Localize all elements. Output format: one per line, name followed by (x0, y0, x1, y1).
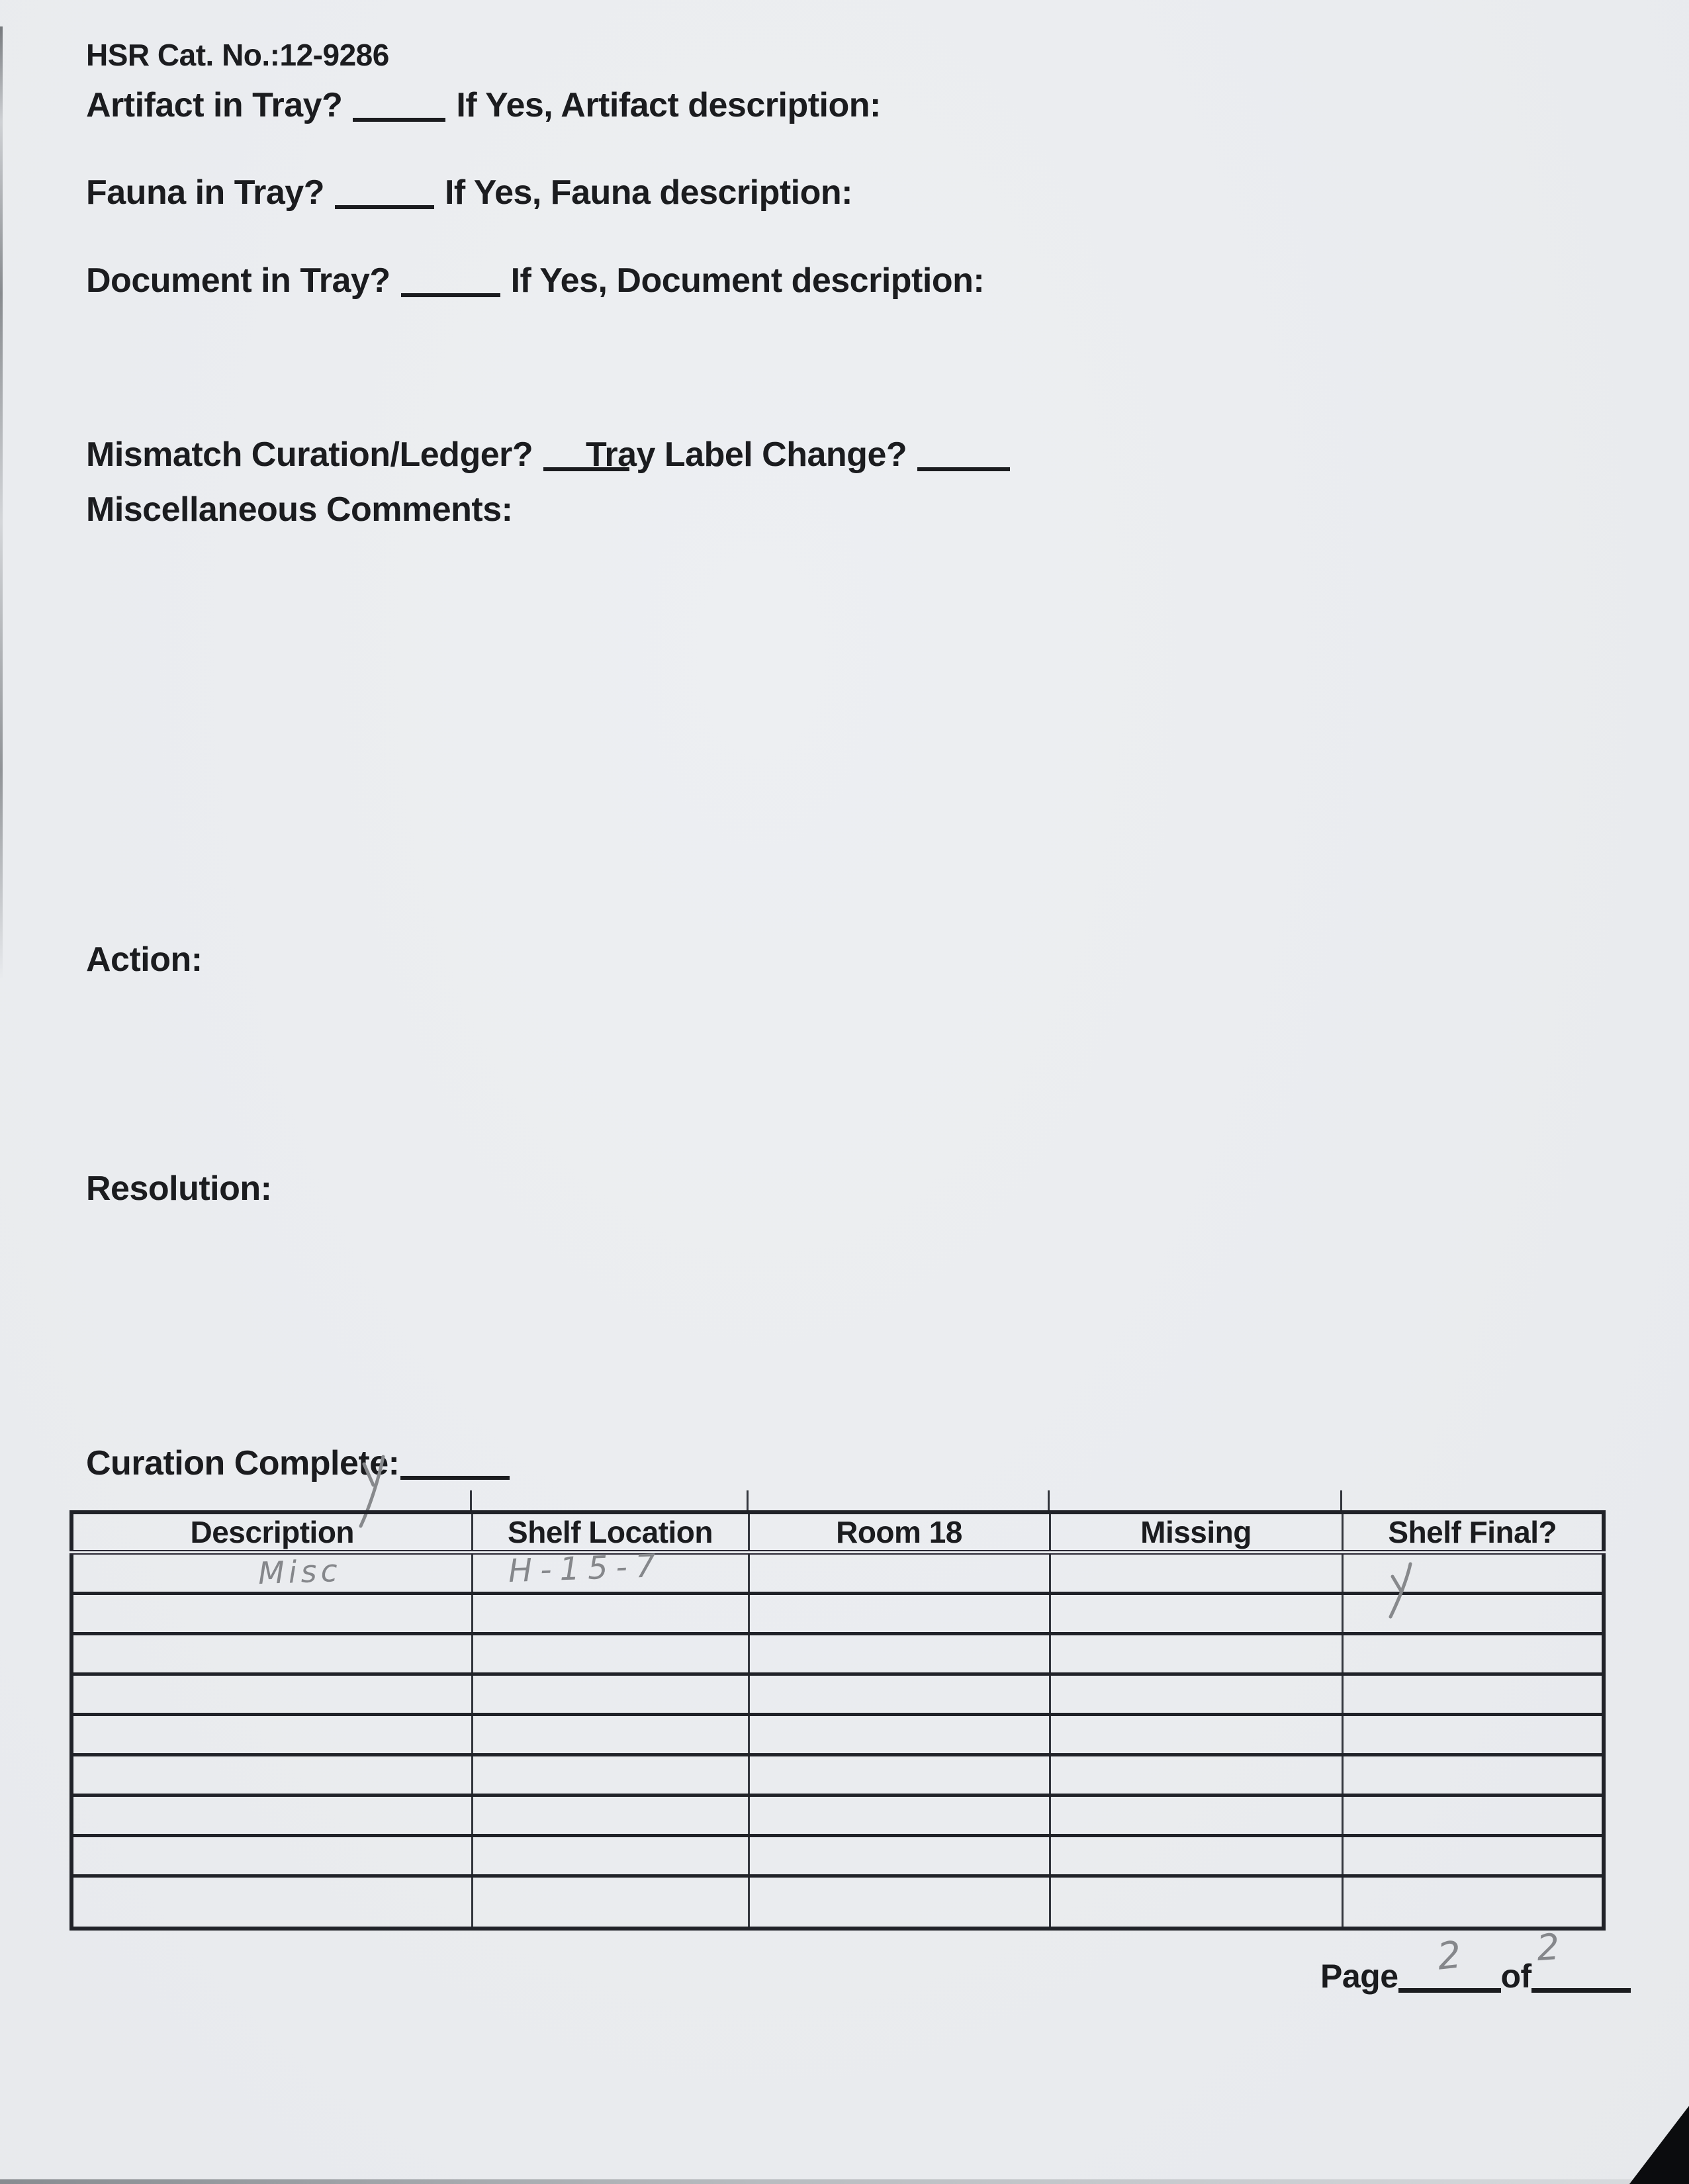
scan-line-artifact (1340, 1490, 1342, 1512)
table-cell (1050, 1553, 1342, 1594)
scan-line-artifact (470, 1490, 472, 1512)
document-label: Document in Tray? (86, 261, 390, 300)
question-mismatch (86, 435, 640, 474)
table-cell (749, 1553, 1050, 1594)
table-cell (1342, 1836, 1604, 1876)
table-cell (1342, 1634, 1604, 1674)
column-header: Missing (1050, 1512, 1342, 1553)
scan-line-artifact (1048, 1490, 1050, 1512)
table-cell (472, 1755, 749, 1796)
table-cell (1342, 1594, 1604, 1634)
table-cell (1342, 1876, 1604, 1929)
table-cell (749, 1755, 1050, 1796)
artifact-followup-label: If Yes, Artifact description: (456, 86, 881, 124)
question-fauna (86, 173, 852, 212)
scan-line-artifact (747, 1490, 749, 1512)
table-cell (472, 1634, 749, 1674)
table-cell (1342, 1755, 1604, 1796)
catalog-number: HSR Cat. No.:12-9286 (86, 38, 389, 72)
table-header-row (71, 1512, 1604, 1553)
table-row (71, 1674, 1604, 1715)
scan-edge-artifact (0, 26, 3, 979)
action-label: Action: (86, 940, 203, 979)
table-cell (472, 1674, 749, 1715)
question-curation-complete (86, 1444, 520, 1482)
page-label: Page (1320, 1958, 1398, 1995)
tray-label-change-answer-blank (917, 441, 1010, 471)
fauna-followup-label: If Yes, Fauna description: (444, 173, 852, 212)
table-cell (1050, 1674, 1342, 1715)
table-cell (1050, 1755, 1342, 1796)
table-cell (472, 1715, 749, 1755)
table-cell (71, 1836, 472, 1876)
fauna-answer-blank (335, 179, 434, 209)
misc-comments-label: Miscellaneous Comments: (86, 490, 513, 529)
table-cell (1342, 1674, 1604, 1715)
table-row (71, 1755, 1604, 1796)
question-artifact (86, 86, 881, 124)
table-cell (749, 1796, 1050, 1836)
scan-corner-artifact (1629, 2106, 1689, 2184)
handwritten-page-total: 2 (1535, 1925, 1561, 1970)
table-cell (71, 1796, 472, 1836)
table-cell (71, 1715, 472, 1755)
table-cell (1342, 1715, 1604, 1755)
column-header: Description (71, 1512, 472, 1553)
table-row (71, 1715, 1604, 1755)
table-cell (1342, 1796, 1604, 1836)
table-cell (71, 1674, 472, 1715)
resolution-label: Resolution: (86, 1169, 272, 1208)
table-cell (749, 1876, 1050, 1929)
question-tray-label-change (586, 435, 1021, 474)
table-cell (472, 1796, 749, 1836)
table-cell (1050, 1715, 1342, 1755)
table-cell (472, 1836, 749, 1876)
table-cell (71, 1634, 472, 1674)
handwritten-description: Misc (257, 1552, 342, 1592)
curation-complete-answer-blank (400, 1449, 510, 1480)
table-cell (749, 1715, 1050, 1755)
table-cell (1050, 1836, 1342, 1876)
artifact-answer-blank (353, 91, 445, 122)
artifact-label: Artifact in Tray? (86, 86, 343, 124)
question-document (86, 261, 984, 300)
tray-label-change-label: Tray Label Change? (586, 435, 907, 474)
column-header: Room 18 (749, 1512, 1050, 1553)
table-cell (1342, 1553, 1604, 1594)
table-cell (749, 1836, 1050, 1876)
table-cell (472, 1876, 749, 1929)
table-cell (1050, 1796, 1342, 1836)
handwritten-shelf-location: H-15-7 (508, 1547, 664, 1590)
table-cell (1050, 1876, 1342, 1929)
fauna-label: Fauna in Tray? (86, 173, 324, 212)
table-cell (472, 1594, 749, 1634)
table-cell (1050, 1594, 1342, 1634)
column-header: Shelf Final? (1342, 1512, 1604, 1553)
table-cell (71, 1876, 472, 1929)
table-cell (749, 1634, 1050, 1674)
of-label: of (1500, 1958, 1531, 1995)
document-answer-blank (401, 267, 500, 297)
page-footer (1320, 1958, 1631, 1995)
curation-complete-label: Curation Complete: (86, 1444, 400, 1482)
scan-edge-artifact (0, 2179, 1689, 2184)
table-cell (1050, 1634, 1342, 1674)
table-cell (749, 1674, 1050, 1715)
table-row (71, 1796, 1604, 1836)
table-row (71, 1836, 1604, 1876)
mismatch-label: Mismatch Curation/Ledger? (86, 435, 533, 474)
table-row (71, 1876, 1604, 1929)
handwritten-page-number: 2 (1435, 1933, 1463, 1979)
handwritten-check-icon (1387, 1563, 1418, 1619)
table-cell (71, 1594, 472, 1634)
column-header: Shelf Location (472, 1512, 749, 1553)
table-cell (749, 1594, 1050, 1634)
table-cell (71, 1755, 472, 1796)
table-row (71, 1634, 1604, 1674)
table-row (71, 1594, 1604, 1634)
document-followup-label: If Yes, Document description: (510, 261, 985, 300)
